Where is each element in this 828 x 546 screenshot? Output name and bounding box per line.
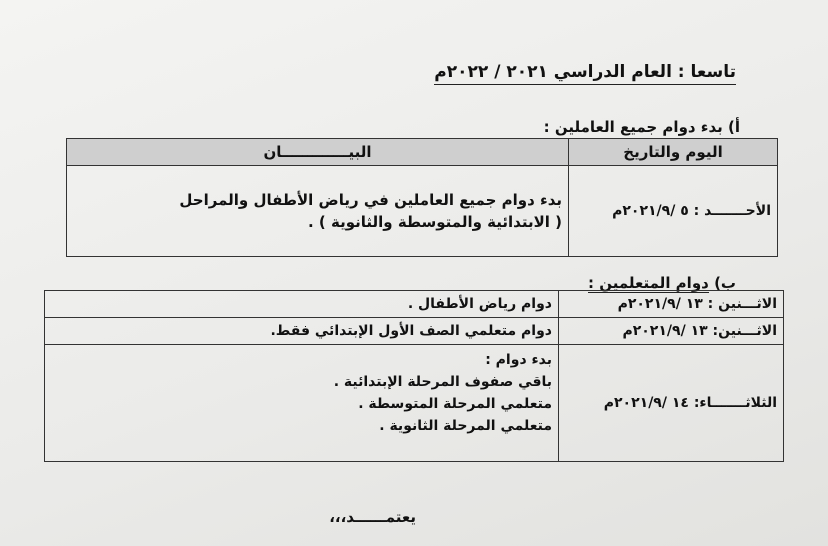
row-date: الثلاثـــــــاء: ١٤ /٢٠٢١/٩م bbox=[559, 345, 784, 462]
staff-schedule-table bbox=[66, 138, 778, 257]
description-line: ( الابتدائية والمتوسطة والثانوية ) . bbox=[307, 213, 562, 231]
section-heading: تاسعا : العام الدراسي ٢٠٢١ / ٢٠٢٢م bbox=[434, 62, 736, 85]
section-b-prefix: ب) bbox=[708, 274, 736, 292]
table-header-row bbox=[67, 139, 778, 166]
header-day-date: اليوم والتاريخ bbox=[569, 139, 778, 166]
learners-schedule-table bbox=[44, 290, 784, 462]
staff-start-date: الأحـــــــد : ٥ /٢٠٢١/٩م bbox=[569, 166, 778, 257]
description-line: متعلمي المرحلة المتوسطة . bbox=[358, 396, 552, 412]
table-row bbox=[45, 291, 784, 318]
description-line: بدء دوام : bbox=[485, 352, 552, 368]
table-row bbox=[45, 345, 784, 462]
row-description bbox=[45, 345, 559, 462]
table-row bbox=[45, 318, 784, 345]
row-description: دوام متعلمي الصف الأول الإبتدائي فقط. bbox=[45, 318, 559, 345]
section-b-title-text: دوام المتعلمين : bbox=[588, 274, 709, 292]
header-description: البيـــــــــــــان bbox=[67, 139, 569, 166]
section-a-title: أ) بدء دوام جميع العاملين : bbox=[543, 118, 740, 136]
row-description: دوام رياض الأطفال . bbox=[45, 291, 559, 318]
staff-start-description bbox=[67, 166, 569, 257]
row-date: الاثـــنين : ١٣ /٢٠٢١/٩م bbox=[559, 291, 784, 318]
description-line: باقي صفوف المرحلة الإبتدائية . bbox=[333, 374, 552, 390]
description-line: متعلمي المرحلة الثانوية . bbox=[379, 418, 552, 434]
table-row bbox=[67, 166, 778, 257]
description-line: بدء دوام جميع العاملين في رياض الأطفال والمراحل bbox=[179, 191, 562, 209]
closing-text: يعتمــــــد،،، bbox=[329, 508, 416, 526]
row-date: الاثـــنين: ١٣ /٢٠٢١/٩م bbox=[559, 318, 784, 345]
